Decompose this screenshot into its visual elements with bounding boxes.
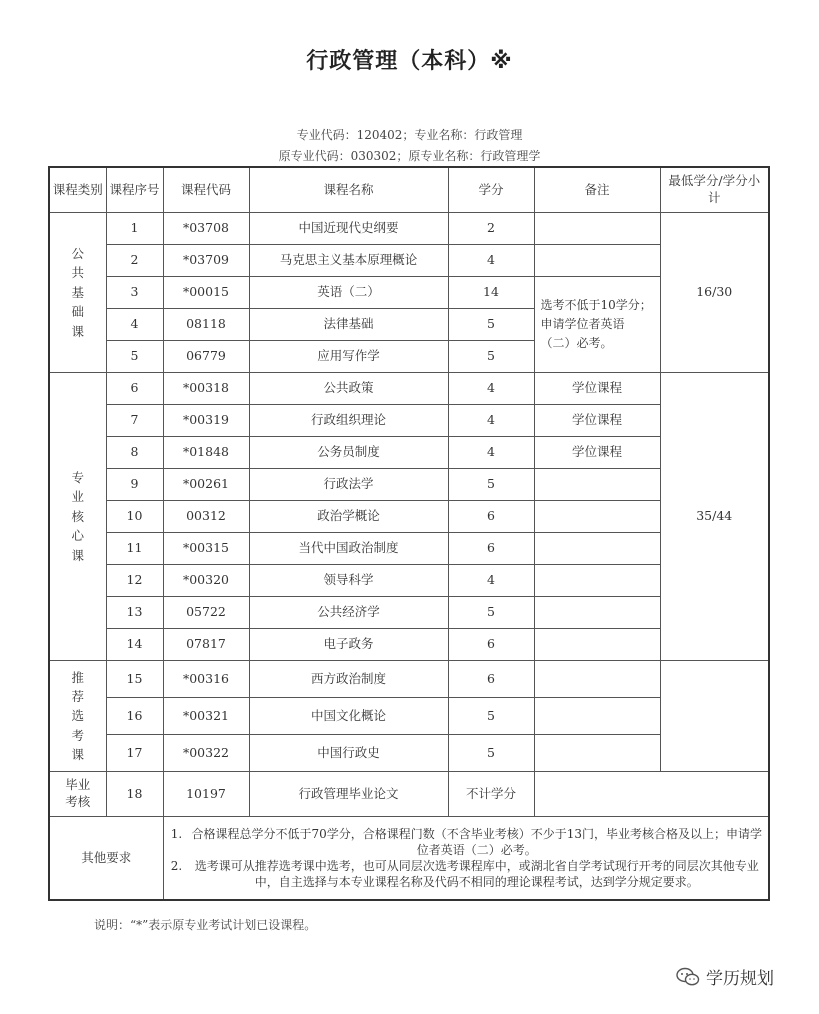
course-seq: 2 [106, 245, 163, 277]
course-name: 公共政策 [249, 373, 448, 405]
course-name: 行政管理毕业论文 [249, 772, 448, 817]
course-name: 中国近现代史纲要 [249, 213, 448, 245]
course-note: 学位课程 [534, 373, 660, 405]
course-name: 公务员制度 [249, 437, 448, 469]
course-code: *03708 [163, 213, 249, 245]
course-seq: 10 [106, 501, 163, 533]
course-seq: 5 [106, 341, 163, 373]
course-name: 马克思主义基本原理概论 [249, 245, 448, 277]
former-major-code-line: 原专业代码：030302；原专业名称：行政管理学 [278, 149, 541, 163]
course-note [534, 501, 660, 533]
header-note: 备注 [534, 167, 660, 213]
course-code: 06779 [163, 341, 249, 373]
course-seq: 1 [106, 213, 163, 245]
course-credits: 5 [448, 469, 534, 501]
course-code: *00261 [163, 469, 249, 501]
course-credits: 4 [448, 405, 534, 437]
course-name: 西方政治制度 [249, 661, 448, 698]
course-credits: 5 [448, 309, 534, 341]
course-credits: 6 [448, 661, 534, 698]
page-title: 行政管理（本科）※ [306, 49, 513, 74]
course-note [534, 533, 660, 565]
other-requirements-text [163, 817, 769, 901]
course-code: 08118 [163, 309, 249, 341]
course-name: 当代中国政治制度 [249, 533, 448, 565]
course-code: 05722 [163, 597, 249, 629]
header-category: 课程类别 [49, 167, 106, 213]
wechat-icon [676, 967, 700, 987]
footnote: 说明：“*”表示原专业考试计划已设课程。 [94, 918, 317, 932]
group-label-public: 公共基础课 [49, 213, 106, 373]
course-code: 00312 [163, 501, 249, 533]
course-note: 学位课程 [534, 437, 660, 469]
course-code: *00319 [163, 405, 249, 437]
course-seq: 9 [106, 469, 163, 501]
course-code: *00315 [163, 533, 249, 565]
course-code: *00320 [163, 565, 249, 597]
requirement-text: 合格课程总学分不低于70学分，合格课程门数（不含毕业考核）不少于13门，毕业考核合格及以上；申请学位者英语（二）必考。 [191, 826, 763, 857]
course-credits: 4 [448, 245, 534, 277]
header-row [49, 167, 769, 213]
course-name: 领导科学 [249, 565, 448, 597]
course-seq: 3 [106, 277, 163, 309]
course-note [534, 565, 660, 597]
min-credits-elective [660, 661, 769, 772]
course-note [534, 735, 660, 772]
group-label-graduation: 毕业考核 [49, 772, 106, 817]
table-row [49, 213, 769, 245]
course-name: 行政组织理论 [249, 405, 448, 437]
graduation-blank [534, 772, 769, 817]
course-name: 电子政务 [249, 629, 448, 661]
course-code: 10197 [163, 772, 249, 817]
header-credits: 学分 [448, 167, 534, 213]
course-seq: 11 [106, 533, 163, 565]
course-name: 应用写作学 [249, 341, 448, 373]
course-seq: 18 [106, 772, 163, 817]
course-credits: 4 [448, 565, 534, 597]
min-credits-public: 16/30 [660, 213, 769, 373]
course-code: *00015 [163, 277, 249, 309]
other-requirements-label: 其他要求 [49, 817, 163, 901]
course-credits: 4 [448, 373, 534, 405]
course-seq: 15 [106, 661, 163, 698]
table-row [49, 373, 769, 405]
course-note [534, 661, 660, 698]
course-name: 中国文化概论 [249, 698, 448, 735]
course-seq: 7 [106, 405, 163, 437]
watermark-text: 学历规划 [706, 969, 774, 989]
course-note [534, 469, 660, 501]
requirement-text: 选考课可从推荐选考课中选考，也可从同层次选考课程库中，或湖北省自学考试现行开考的同层次其他专业中，自主选择与本专业课程名称及代码不相同的理论课程考试，达到学分规定要求。 [194, 859, 759, 890]
header-name: 课程名称 [249, 167, 448, 213]
course-credits: 不计学分 [448, 772, 534, 817]
course-credits: 5 [448, 698, 534, 735]
course-code: *00318 [163, 373, 249, 405]
course-seq: 4 [106, 309, 163, 341]
group-label-core: 专业核心课 [49, 373, 106, 661]
course-note: 学位课程 [534, 405, 660, 437]
major-code-line: 专业代码：120402；专业名称：行政管理 [296, 128, 523, 142]
requirement-number: 2. [170, 859, 183, 873]
course-table [48, 166, 770, 901]
header-seq: 课程序号 [106, 167, 163, 213]
course-note [534, 245, 660, 277]
group-label-elective: 推荐选考课 [49, 661, 106, 772]
course-seq: 13 [106, 597, 163, 629]
course-name: 行政法学 [249, 469, 448, 501]
requirement-item [166, 826, 767, 858]
course-credits: 5 [448, 597, 534, 629]
course-code: *00316 [163, 661, 249, 698]
other-requirements-row [49, 817, 769, 901]
course-note [534, 597, 660, 629]
course-code: 07817 [163, 629, 249, 661]
course-seq: 12 [106, 565, 163, 597]
course-seq: 16 [106, 698, 163, 735]
course-credits: 6 [448, 533, 534, 565]
english-requirement-note: 选考不低于10学分；申请学位者英语（二）必考。 [534, 277, 660, 373]
course-credits: 6 [448, 629, 534, 661]
course-credits: 6 [448, 501, 534, 533]
course-name: 中国行政史 [249, 735, 448, 772]
course-credits: 4 [448, 437, 534, 469]
course-name: 政治学概论 [249, 501, 448, 533]
course-seq: 17 [106, 735, 163, 772]
course-name: 法律基础 [249, 309, 448, 341]
course-name: 公共经济学 [249, 597, 448, 629]
course-credits: 2 [448, 213, 534, 245]
table-row [49, 772, 769, 817]
course-seq: 14 [106, 629, 163, 661]
header-code: 课程代码 [163, 167, 249, 213]
course-credits: 14 [448, 277, 534, 309]
watermark [676, 964, 774, 989]
course-code: *00322 [163, 735, 249, 772]
course-name: 英语（二） [249, 277, 448, 309]
requirement-number: 1. [170, 826, 183, 841]
requirement-item [166, 858, 767, 890]
course-note [534, 629, 660, 661]
course-note [534, 698, 660, 735]
course-seq: 6 [106, 373, 163, 405]
min-credits-core: 35/44 [660, 373, 769, 661]
course-note [534, 213, 660, 245]
course-code: *01848 [163, 437, 249, 469]
course-credits: 5 [448, 341, 534, 373]
course-code: *00321 [163, 698, 249, 735]
table-row [49, 661, 769, 698]
course-credits: 5 [448, 735, 534, 772]
course-code: *03709 [163, 245, 249, 277]
course-seq: 8 [106, 437, 163, 469]
header-min-credits: 最低学分/学分小计 [660, 167, 769, 213]
